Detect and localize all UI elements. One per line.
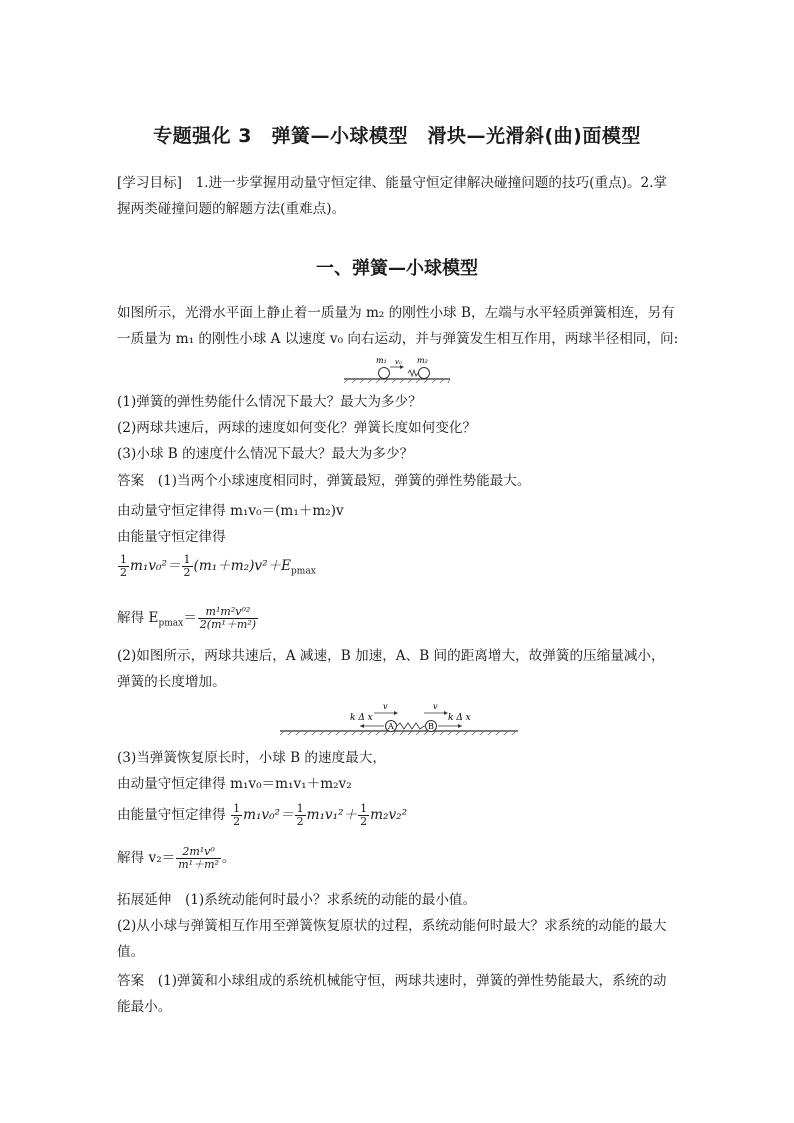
svg-text:B: B <box>428 722 434 731</box>
figure-spring-forces <box>278 700 520 740</box>
question-3: (3)小球 B 的速度什么情况下最大？最大为多少？ <box>117 446 414 462</box>
ball-a <box>379 368 390 379</box>
learning-objectives-line1: [学习目标] 1.进一步掌握用动量守恒定律、能量守恒定律解决碰撞问题的技巧(重点)。2.掌 <box>117 175 668 191</box>
answer-2-line2: 弹簧的长度增加。 <box>117 674 226 690</box>
page-title: 专题强化 3 弹簧—小球模型 滑块—光滑斜(曲)面模型 <box>153 125 641 147</box>
extension-line2: (2)从小球与弹簧相互作用至弹簧恢复原状的过程，系统动能何时最大？求系统的动能的最大 <box>117 918 667 934</box>
label-v0: v₀ <box>395 358 402 366</box>
energy-eq-1: $\frac{1}{2}$ m₁v₀²＝ $\frac{1}{2}$ $(m_1+m_2)v^2+E_{pmax}$ <box>120 553 316 579</box>
extension-answer-line2: 能最小。 <box>117 999 172 1015</box>
question-1: (1)弹簧的弹性势能什么情况下最大？最大为多少？ <box>117 394 422 410</box>
solve-epmax: 解得 $E_{pmax}=$ $\frac{\text{m¹m²v⁰²}}{\text{2(m¹＋m²)}}$ <box>117 605 257 631</box>
answer-1: 答案 (1)当两个小球速度相同时，弹簧最短，弹簧的弹性势能最大。 <box>117 473 531 489</box>
problem-line2: 一质量为 m₁ 的刚性小球 A 以速度 v₀ 向右运动，并与弹簧发生相互作用，两球半径相同，问: <box>117 331 679 347</box>
extension-line3: 值。 <box>117 944 145 960</box>
momentum-eq-2: 由动量守恒定律得 m₁v₀＝m₁v₁＋m₂v₂ <box>117 776 352 792</box>
question-2: (2)两球共速后，两球的速度如何变化？弹簧长度如何变化？ <box>117 420 477 436</box>
spring <box>408 370 418 376</box>
energy-label-1: 由能量守恒定律得 <box>117 529 226 545</box>
spring <box>397 723 425 729</box>
problem-line1: 如图所示，光滑水平面上静止着一质量为 m₂ 的刚性小球 B，左端与水平轻质弹簧相连，另有 <box>117 305 675 321</box>
label-kdx-left: k Δ x <box>350 713 373 723</box>
answer-2-line1: (2)如图所示，两球共速后，A 减速，B 加速，A、B 间的距离增大，故弹簧的压缩量减小， <box>117 648 665 664</box>
label-kdx-right: k Δ x <box>448 713 471 723</box>
label-m1: m₁ <box>376 356 387 365</box>
extension-answer-line1: 答案 (1)弹簧和小球组成的系统机械能守恒，两球共速时，弹簧的弹性势能最大，系统的动 <box>117 973 667 989</box>
label-v-right: v <box>433 702 438 711</box>
section-heading: 一、弹簧—小球模型 <box>316 258 478 279</box>
figure-spring-balls <box>342 353 454 383</box>
svg-text:A: A <box>388 722 394 731</box>
momentum-eq-1: 由动量守恒定律得 m₁v₀＝(m₁＋m₂)v <box>117 503 344 519</box>
extension-line1: 拓展延伸 (1)系统动能何时最小？求系统的动能的最小值。 <box>117 892 477 908</box>
energy-eq-2: 由能量守恒定律得 $\frac{1}{2}$ m₁v₀²＝ $\frac{1}{2}$ m₁v₁²＋ $\frac{1}{2}$ m₂v₂² <box>117 802 408 828</box>
ball-b <box>419 368 430 379</box>
answer-3: (3)当弹簧恢复原长时，小球 B 的速度最大， <box>117 750 386 766</box>
label-m2: m₂ <box>417 356 428 365</box>
learning-objectives-line2: 握两类碰撞问题的解题方法(重难点)。 <box>117 201 346 217</box>
label-v-left: v <box>383 702 388 711</box>
solve-v2: 解得 v₂＝ $\frac{\text{2m¹v⁰}}{\text{m¹＋m²}}$ 。 <box>117 845 236 871</box>
